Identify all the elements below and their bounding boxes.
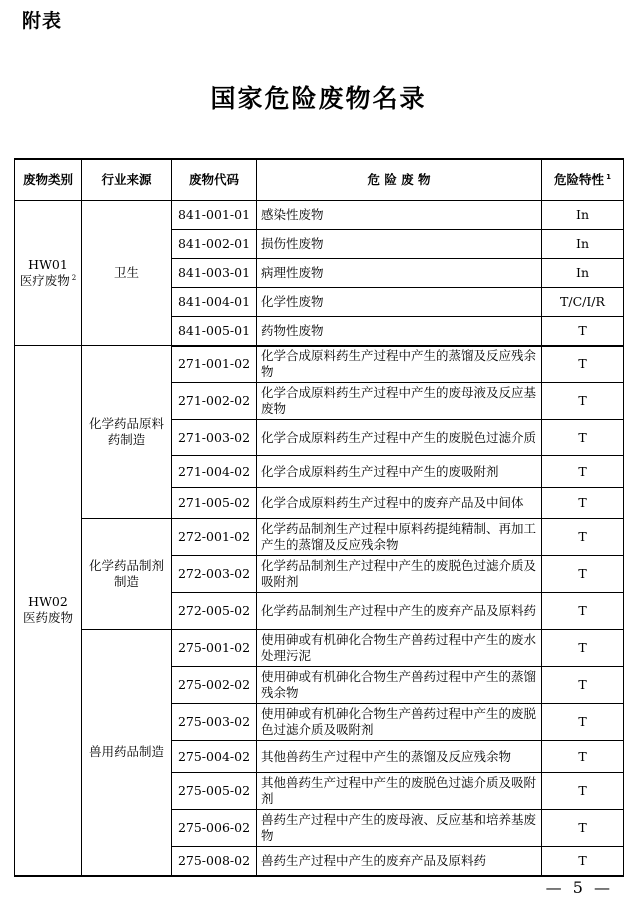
waste-code-cell: 271-004-02 — [172, 456, 257, 488]
category-code: HW01 — [28, 257, 68, 272]
waste-code-cell: 841-004-01 — [172, 288, 257, 317]
waste-description-cell: 化学药品制剂生产过程中产生的废脱色过滤介质及吸附剂 — [257, 556, 542, 593]
hazard-trait-cell: T — [542, 593, 624, 630]
waste-description-cell: 兽药生产过程中产生的废母液、反应基和培养基废物 — [257, 810, 542, 847]
header-code: 废物代码 — [172, 159, 257, 201]
waste-description-cell: 化学合成原料药生产过程中产生的废母液及反应基废物 — [257, 383, 542, 420]
waste-description-cell: 药物性废物 — [257, 317, 542, 346]
hazard-trait-cell: T — [542, 847, 624, 876]
hazard-trait-cell: T — [542, 556, 624, 593]
waste-code-cell: 275-002-02 — [172, 667, 257, 704]
waste-code-cell: 275-005-02 — [172, 773, 257, 810]
hazard-trait-cell: T — [542, 346, 624, 383]
waste-code-cell: 841-003-01 — [172, 259, 257, 288]
waste-description-cell: 使用砷或有机砷化合物生产兽药过程中产生的废水处理污泥 — [257, 630, 542, 667]
hazard-trait-cell: T — [542, 704, 624, 741]
category-name-text: 医疗废物 — [19, 273, 70, 288]
header-waste: 危 险 废 物 — [257, 159, 542, 201]
hazard-trait-cell: T — [542, 456, 624, 488]
waste-description-cell: 化学合成原料药生产过程中产生的废吸附剂 — [257, 456, 542, 488]
hazard-trait-cell: T — [542, 519, 624, 556]
industry-source-cell: 卫生 — [82, 201, 172, 346]
table-row — [15, 201, 624, 230]
waste-description-cell: 损伤性废物 — [257, 230, 542, 259]
header-category: 废物类别 — [15, 159, 82, 201]
industry-source-cell: 兽用药品制造 — [82, 630, 172, 876]
waste-description-cell: 其他兽药生产过程中产生的废脱色过滤介质及吸附剂 — [257, 773, 542, 810]
waste-code-cell: 272-005-02 — [172, 593, 257, 630]
waste-code-cell: 271-003-02 — [172, 420, 257, 456]
waste-code-cell: 275-004-02 — [172, 741, 257, 773]
category-name — [15, 273, 81, 289]
hazard-trait-cell: T — [542, 420, 624, 456]
waste-description-cell: 化学药品制剂生产过程中原料药提纯精制、再加工产生的蒸馏及反应残余物 — [257, 519, 542, 556]
waste-code-cell: 271-001-02 — [172, 346, 257, 383]
hazard-trait-cell: T — [542, 773, 624, 810]
footnote-marker: 2 — [71, 274, 77, 282]
category-cell — [15, 346, 82, 876]
header-trait-label: 危险特性 — [554, 172, 605, 187]
waste-description-cell: 感染性废物 — [257, 201, 542, 230]
waste-code-cell: 841-005-01 — [172, 317, 257, 346]
footnote-marker: 1 — [606, 173, 611, 181]
hazard-trait-cell: In — [542, 230, 624, 259]
waste-code-cell: 275-001-02 — [172, 630, 257, 667]
waste-description-cell: 化学药品制剂生产过程中产生的废弃产品及原料药 — [257, 593, 542, 630]
category-code: HW02 — [28, 594, 68, 610]
header-industry: 行业来源 — [82, 159, 172, 201]
waste-description-cell: 化学合成原料药生产过程中产生的蒸馏及反应残余物 — [257, 346, 542, 383]
hazard-trait-cell: T — [542, 317, 624, 346]
hazard-trait-cell: T — [542, 488, 624, 519]
waste-code-cell: 841-001-01 — [172, 201, 257, 230]
table-row — [15, 519, 624, 556]
hazard-trait-cell: T — [542, 383, 624, 420]
category-cell — [15, 201, 82, 346]
appendix-label: 附表 — [22, 10, 63, 32]
waste-description-cell: 化学合成原料药生产过程中产生的废脱色过滤介质 — [257, 420, 542, 456]
waste-description-cell: 使用砷或有机砷化合物生产兽药过程中产生的蒸馏残余物 — [257, 667, 542, 704]
waste-code-cell: 841-002-01 — [172, 230, 257, 259]
waste-description-cell: 化学性废物 — [257, 288, 542, 317]
waste-code-cell: 271-002-02 — [172, 383, 257, 420]
industry-source-cell: 化学药品原料药制造 — [82, 346, 172, 519]
waste-description-cell: 其他兽药生产过程中产生的蒸馏及反应残余物 — [257, 741, 542, 773]
hazard-trait-cell: In — [542, 259, 624, 288]
hazard-trait-cell: T — [542, 667, 624, 704]
waste-description-cell: 病理性废物 — [257, 259, 542, 288]
page-number: — 5 — — [545, 878, 613, 897]
waste-code-cell: 275-008-02 — [172, 847, 257, 876]
hazardous-waste-table — [14, 158, 624, 877]
waste-description-cell: 兽药生产过程中产生的废弃产品及原料药 — [257, 847, 542, 876]
waste-description-cell: 使用砷或有机砷化合物生产兽药过程中产生的废脱色过滤介质及吸附剂 — [257, 704, 542, 741]
hazard-trait-cell: T/C/I/R — [542, 288, 624, 317]
waste-code-cell: 275-006-02 — [172, 810, 257, 847]
waste-code-cell: 275-003-02 — [172, 704, 257, 741]
category-name-text: 医药废物 — [22, 610, 73, 626]
hazard-trait-cell: T — [542, 741, 624, 773]
waste-code-cell: 272-001-02 — [172, 519, 257, 556]
category-name — [15, 610, 81, 626]
table-header-row — [15, 159, 624, 201]
table-row — [15, 630, 624, 667]
waste-description-cell: 化学合成原料药生产过程中的废弃产品及中间体 — [257, 488, 542, 519]
industry-source-cell: 化学药品制剂制造 — [82, 519, 172, 630]
table-row — [15, 346, 624, 383]
hazard-trait-cell: T — [542, 810, 624, 847]
header-trait — [542, 159, 624, 201]
page-title: 国家危险废物名录 — [210, 84, 427, 113]
hazard-trait-cell: T — [542, 630, 624, 667]
waste-code-cell: 271-005-02 — [172, 488, 257, 519]
waste-code-cell: 272-003-02 — [172, 556, 257, 593]
hazard-trait-cell: In — [542, 201, 624, 230]
